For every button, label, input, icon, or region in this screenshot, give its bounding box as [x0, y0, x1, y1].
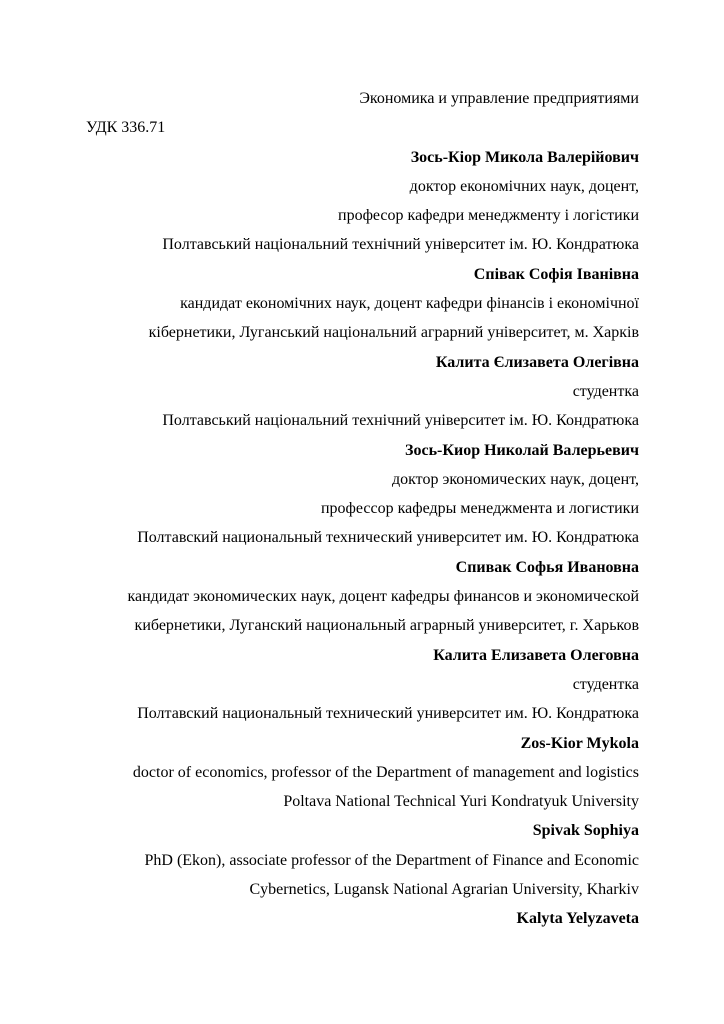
udc-code: УДК 336.71 [86, 119, 166, 137]
author-affiliation: кібернетики, Луганський національний аграрний університет, м. Харків [148, 324, 639, 342]
author-position: профессор кафедры менеджмента и логистики [320, 500, 639, 518]
author-name: Калита Елизавета Олеговна [433, 646, 639, 664]
author-name: Спивак Софья Ивановна [455, 558, 639, 576]
author-affiliation: Полтавский национальный технический университет им. Ю. Кондратюка [137, 529, 639, 547]
author-degree: doctor of economics, professor of the Department of management and logistics [132, 763, 639, 781]
section-title: Экономика и управление предприятиями [359, 90, 639, 107]
author-name: Зось-Киор Николай Валерьевич [405, 441, 639, 459]
author-position: професор кафедри менеджменту і логістики [338, 207, 639, 225]
author-affiliation: Poltava National Technical Yuri Kondratyuk University [283, 793, 639, 811]
author-name: Зось-Кіор Микола Валерійович [410, 148, 639, 166]
author-position: студентка [572, 675, 639, 693]
author-affiliation: Полтавский национальный технический университет им. Ю. Кондратюка [137, 705, 639, 723]
author-name: Spivak Sophiya [532, 822, 639, 840]
author-name: Співак Софія Іванівна [473, 265, 639, 283]
author-affiliation: Cybernetics, Lugansk National Agrarian University, Kharkiv [249, 881, 639, 899]
author-name: Калита Єлизавета Олегівна [435, 353, 639, 371]
author-degree: доктор економічних наук, доцент, [409, 177, 639, 195]
document-page [86, 84, 639, 934]
author-position: студентка [572, 382, 639, 400]
author-degree: PhD (Ekon), associate professor of the Department of Finance and Economic [144, 851, 639, 869]
author-degree: кандидат економічних наук, доцент кафедри фінансів і економічної [180, 295, 639, 313]
author-degree: кандидат экономических наук, доцент кафедры финансов и экономической [127, 588, 639, 606]
author-name: Kalyta Yelyzaveta [516, 910, 639, 928]
author-name: Zos-Kior Mykola [520, 734, 639, 752]
author-affiliation: Полтавський національний технічний університет ім. Ю. Кондратюка [162, 412, 639, 430]
author-degree: доктор экономических наук, доцент, [391, 470, 639, 488]
author-affiliation: кибернетики, Луганский национальный аграрный университет, г. Харьков [134, 617, 639, 635]
author-affiliation: Полтавський національний технічний університет ім. Ю. Кондратюка [162, 236, 639, 254]
